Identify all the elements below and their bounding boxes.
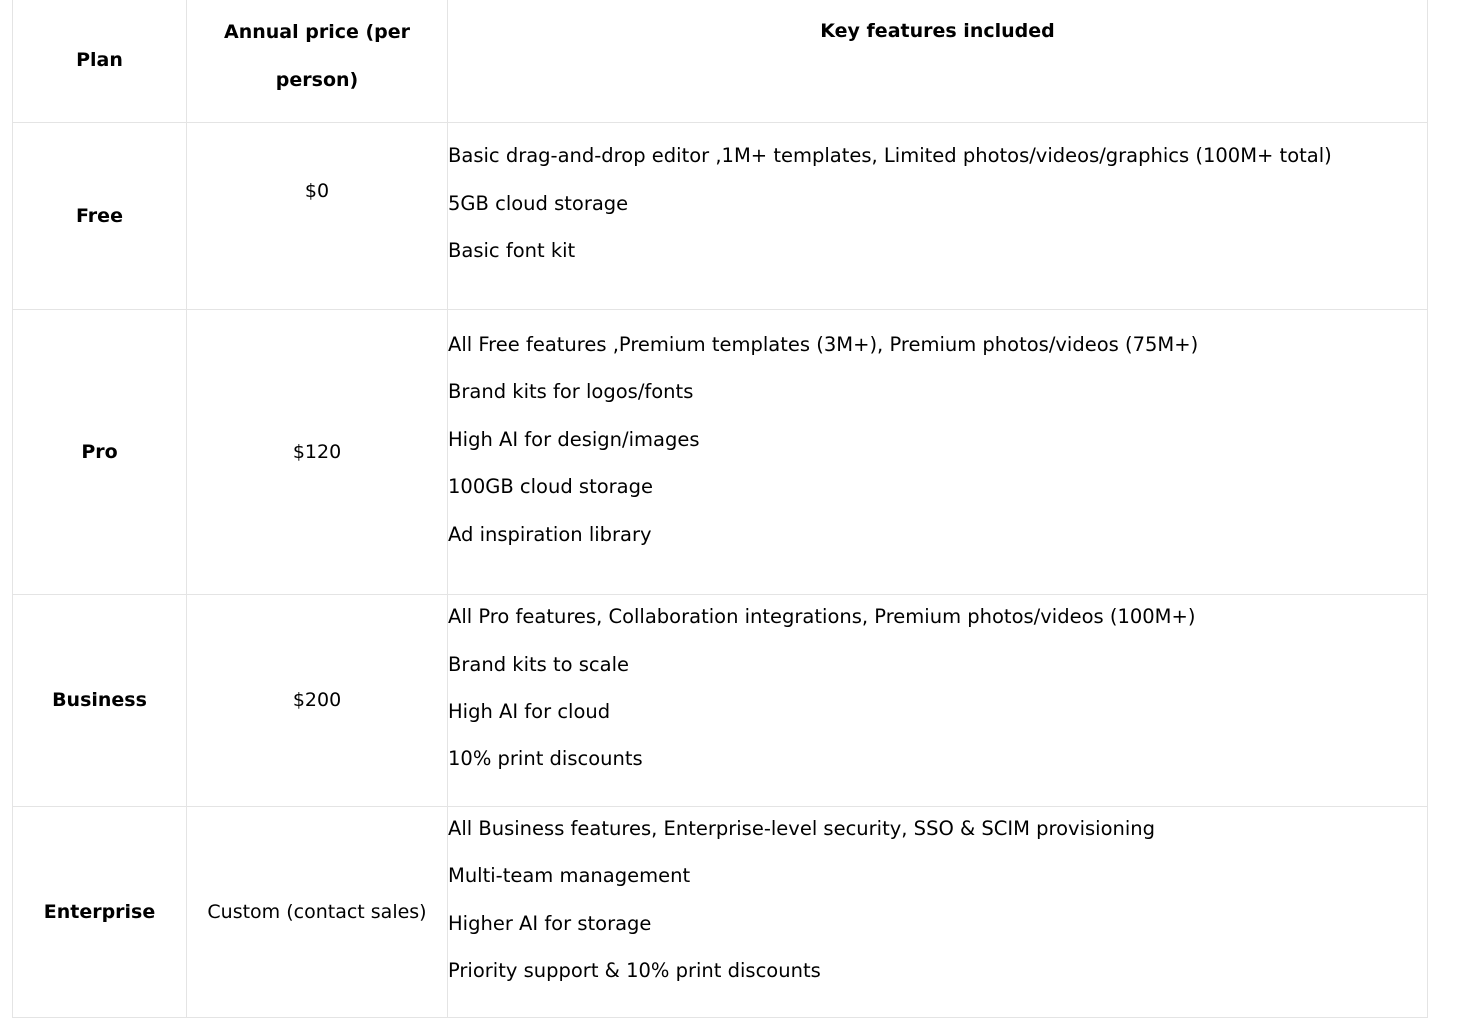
feature-item: High AI for design/images [448,427,700,451]
feature-list [448,605,1427,771]
plan-name: Free [13,122,187,309]
pricing-table [12,0,1428,1018]
feature-item: Ad inspiration library [448,522,652,546]
plan-name: Pro [13,309,187,594]
feature-item: Brand kits for logos/fonts [448,380,694,404]
table-body [13,122,1428,1017]
feature-list [448,333,1427,547]
table-header-row [13,0,1428,122]
plan-name: Enterprise [13,806,187,1017]
table-row [13,122,1428,309]
plan-price: $120 [187,309,448,594]
plan-name: Business [13,594,187,806]
plan-features [448,122,1428,309]
feature-item: All Free features ,Premium templates (3M+), Premium photos/videos (75M+) [448,333,1199,357]
feature-item: All Business features, Enterprise-level security, SSO & SCIM provisioning [448,816,1156,840]
feature-item: Basic drag-and-drop editor ,1M+ templates, Limited photos/videos/graphics (100M+ total) [448,144,1332,168]
feature-item: High AI for cloud [448,700,611,723]
feature-list [448,144,1427,263]
feature-item: 5GB cloud storage [448,191,629,215]
feature-item: Multi-team management [448,864,691,888]
header-annual-price: Annual price (per person) [187,0,448,122]
feature-item: 100GB cloud storage [448,475,653,499]
feature-item: All Pro features, Collaboration integrations, Premium photos/videos (100M+) [448,605,1196,629]
header-plan: Plan [13,0,187,122]
table-row [13,309,1428,594]
feature-list [448,817,1427,983]
plan-price: Custom (contact sales) [187,806,448,1017]
plan-price: $0 [187,122,448,309]
table-row [13,806,1428,1017]
plan-features [448,594,1428,806]
header-key-features: Key features included [448,0,1428,122]
feature-item: 10% print discounts [448,747,643,771]
table-row [13,594,1428,806]
feature-item: Higher AI for storage [448,911,652,935]
plan-features [448,806,1428,1017]
feature-item: Basic font kit [448,239,576,263]
plan-features [448,309,1428,594]
feature-item: Brand kits to scale [448,652,630,676]
feature-item: Priority support & 10% print discounts [448,958,821,982]
plan-price: $200 [187,594,448,806]
